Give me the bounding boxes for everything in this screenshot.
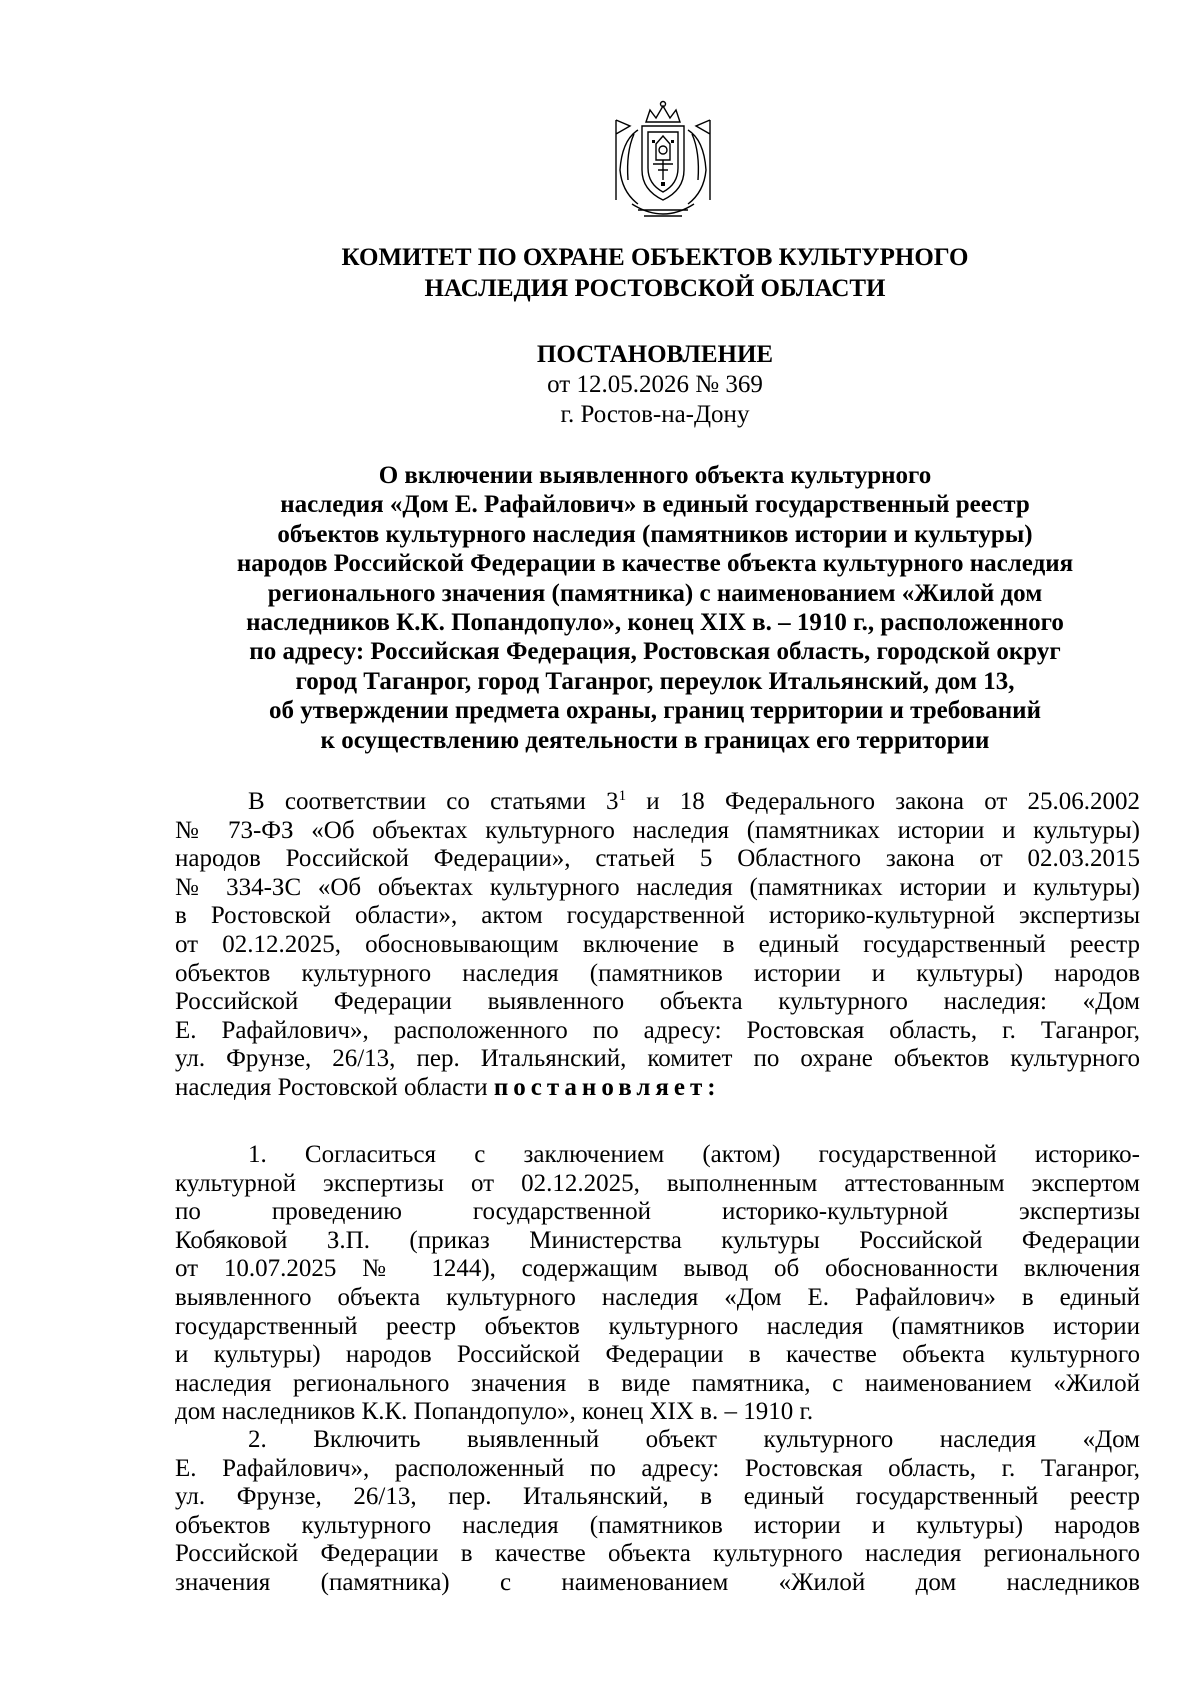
item-1-line: Кобяковой З.П. (приказ Министерства культуры Российской Федерации xyxy=(175,1226,1140,1254)
preamble-text: наследия Ростовской области xyxy=(175,1073,494,1101)
preamble-line: ул. Фрунзе, 26/13, пер. Итальянский, комитет по охране объектов культурного xyxy=(175,1045,1140,1073)
subject-line: наследия «Дом Е. Рафайлович» в единый государственный реестр xyxy=(280,491,1030,519)
item-1-paragraph xyxy=(175,1141,1140,1427)
document-meta xyxy=(175,370,1135,430)
preamble-paragraph xyxy=(175,788,1140,1103)
preamble-line: в Ростовской области», актом государственной историко-культурной экспертизы xyxy=(175,902,1140,930)
preamble-line: народов Российской Федерации», статьей 5 Областного закона от 02.03.2015 xyxy=(175,845,1140,873)
item-2-line: объектов культурного наследия (памятников истории и культуры) народов xyxy=(175,1511,1140,1539)
preamble-line: от 02.12.2025, обосновывающим включение в единый государственный реестр xyxy=(175,930,1140,958)
decree-word: постановляет: xyxy=(493,1073,721,1101)
subject-line: об утверждении предмета охраны, границ территории и требований xyxy=(269,697,1041,725)
item-2-line: Российской Федерации в качестве объекта культурного наследия регионального xyxy=(175,1540,1140,1568)
item-1-line: от 10.07.2025 № 1244), содержащим вывод об обоснованности включения xyxy=(175,1255,1140,1283)
preamble-line-1 xyxy=(175,788,1140,817)
subject-line: к осуществлению деятельности в границах его территории xyxy=(320,726,990,754)
document-subject xyxy=(175,461,1135,755)
subject-line: народов Российской Федерации в качестве объекта культурного наследия xyxy=(236,550,1074,578)
preamble-line: № 334-ЗС «Об объектах культурного наследия (памятниках истории и культуры) xyxy=(175,873,1140,901)
subject-line: наследников К.К. Попандопуло», конец XIX в. – 1910 г., расположенного xyxy=(246,609,1064,637)
preamble-line: Е. Рафайлович», расположенного по адресу: Ростовская область, г. Таганрог, xyxy=(175,1016,1140,1044)
subject-line: город Таганрог, город Таганрог, переулок Итальянский, дом 13, xyxy=(295,667,1015,695)
item-1-line: 1. Согласиться с заключением (актом) государственной историко- xyxy=(248,1141,1140,1168)
date-number: от 12.05.2026 № 369 xyxy=(547,371,763,398)
preamble-line: Российской Федерации выявленного объекта культурного наследия: «Дом xyxy=(175,988,1140,1016)
preamble-last-line xyxy=(175,1074,1140,1103)
document-type: ПОСТАНОВЛЕНИЕ xyxy=(536,341,774,368)
item-1-line: государственный реестр объектов культурного наследия (памятников истории xyxy=(175,1312,1140,1340)
organization-name xyxy=(175,242,1135,304)
preamble-line: объектов культурного наследия (памятников истории и культуры) народов xyxy=(175,959,1140,987)
item-2-line: значения (памятника) с наименованием «Жилой дом наследников xyxy=(175,1568,1140,1596)
subject-line: О включении выявленного объекта культурного xyxy=(378,462,932,489)
preamble-line: № 73-ФЗ «Об объектах культурного наследия (памятниках истории и культуры) xyxy=(175,816,1140,844)
item-1-line: наследия регионального значения в виде памятника, с наименованием «Жилой xyxy=(175,1369,1140,1397)
item-1-line: и культуры) народов Российской Федерации в качестве объекта культурного xyxy=(175,1341,1140,1369)
item-2-line: 2. Включить выявленный объект культурного наследия «Дом xyxy=(248,1426,1140,1453)
item-2-paragraph xyxy=(175,1426,1140,1598)
item-2-line: ул. Фрунзе, 26/13, пер. Итальянский, в единый государственный реестр xyxy=(175,1483,1140,1511)
preamble-text: и 18 Федерального закона от 25.06.2002 xyxy=(626,788,1140,815)
coat-of-arms-emblem xyxy=(608,100,718,224)
item-2-line: Е. Рафайлович», расположенный по адресу: Ростовская область, г. Таганрог, xyxy=(175,1454,1140,1482)
article-superscript: 1 xyxy=(618,788,627,804)
city: г. Ростов-на-Дону xyxy=(560,401,750,428)
item-1-line: по проведению государственной историко-культурной экспертизы xyxy=(175,1198,1140,1226)
subject-line: регионального значения (памятника) с наименованием «Жилой дом xyxy=(267,579,1043,607)
item-1-line: дом наследников К.К. Попандопуло», конец XIX в. – 1910 г. xyxy=(175,1398,814,1426)
subject-line: объектов культурного наследия (памятников истории и культуры) xyxy=(277,520,1033,548)
organization-line-2: НАСЛЕДИЯ РОСТОВСКОЙ ОБЛАСТИ xyxy=(424,275,886,302)
subject-line: по адресу: Российская Федерация, Ростовская область, городской округ xyxy=(249,638,1061,666)
item-1-line: выявленного объекта культурного наследия «Дом Е. Рафайлович» в единый xyxy=(175,1283,1140,1311)
preamble-text: В соответствии со статьями 3 xyxy=(248,788,619,815)
organization-line-1: КОМИТЕТ ПО ОХРАНЕ ОБЪЕКТОВ КУЛЬТУРНОГО xyxy=(341,244,969,271)
item-1-line: культурной экспертизы от 02.12.2025, выполненным аттестованным экспертом xyxy=(175,1169,1140,1197)
